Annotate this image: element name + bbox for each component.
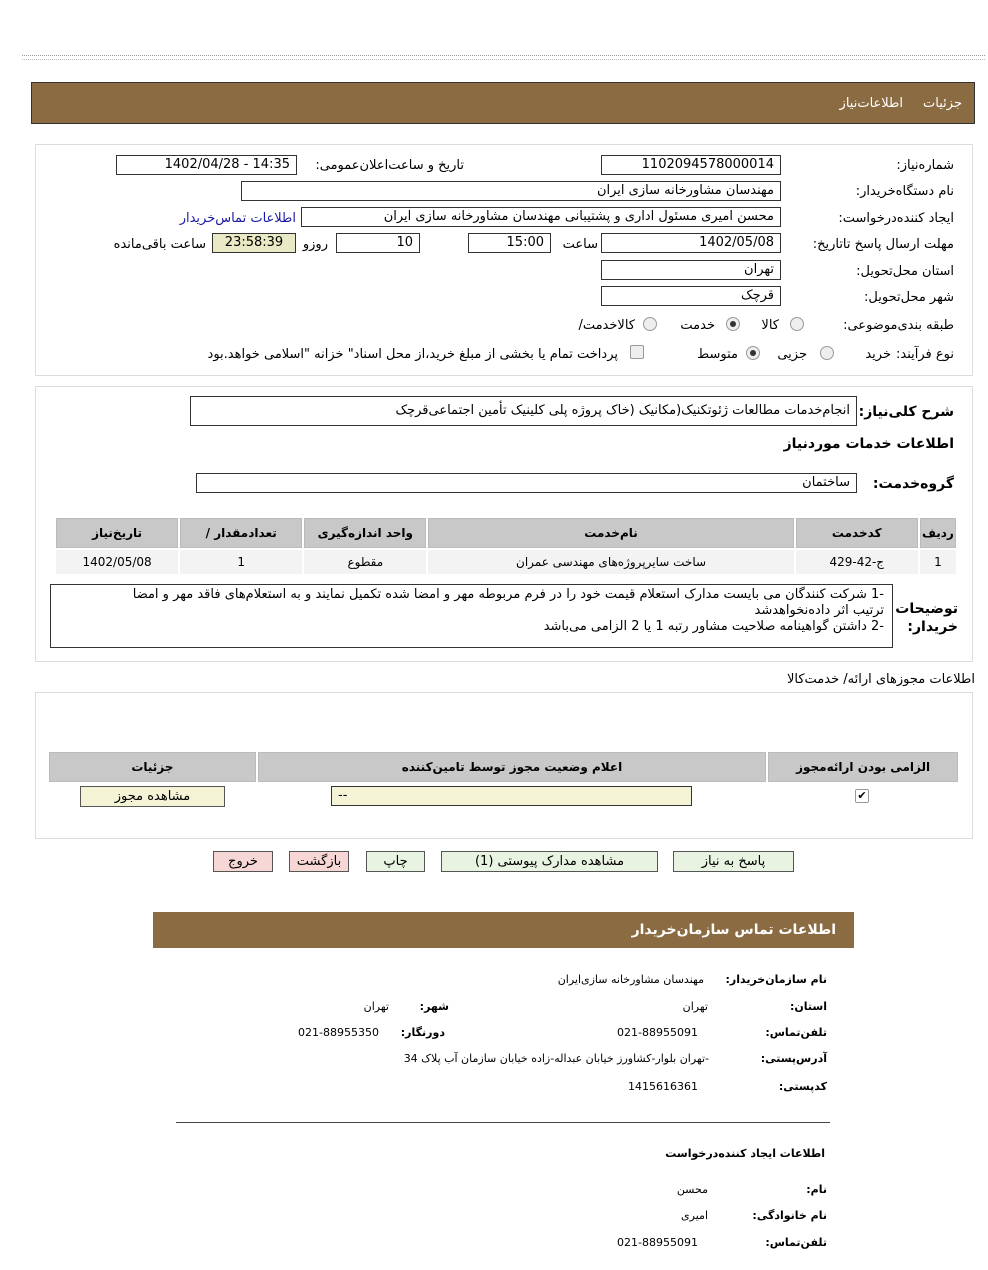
contact-city-label: شهر:: [419, 1000, 449, 1013]
cell-quantity: 1: [180, 550, 302, 574]
contact-province-value: تهران: [682, 1000, 708, 1013]
province-label: استان محل‌تحویل:: [856, 264, 954, 279]
buyer-note-line-1: -1 شرکت کنندگان می بایست مدارک استعلام قیمت خود را در فرم مربوطه مهر و امضا شده تکمیل نمایند و به استعلام‌های فاقد مهر و امضا: [132, 587, 884, 602]
need-info-panel: [35, 144, 973, 376]
col-quantity: تعداد‌مقدار /: [180, 518, 302, 548]
buyer-note-line-3: -2 داشتن گواهینامه صلاحیت مشاور رتبه 1 یا 2 الزامی می‌باشد: [543, 619, 884, 634]
remaining-label: ساعت باقی‌مانده: [113, 237, 206, 252]
cell-unit: مقطوع: [304, 550, 426, 574]
creator-label: ایجاد کننده‌درخواست:: [838, 211, 954, 226]
buyer-notes-label-1: توضیحات: [895, 601, 958, 617]
col-permit-required: الزامی بودن ارائه‌مجوز: [768, 752, 958, 782]
days-field: 10: [336, 233, 420, 253]
back-button[interactable]: بازگشت: [289, 851, 349, 872]
top-divider: [22, 55, 985, 60]
tab-need-info[interactable]: اطلاعات‌نیاز: [839, 96, 903, 111]
cell-row: 1: [920, 550, 956, 574]
need-number-label: شماره‌نیاز:: [896, 158, 954, 173]
contact-phone-value: 021-88955091: [617, 1026, 698, 1039]
print-button[interactable]: چاپ: [366, 851, 425, 872]
category-goods-label: کالا: [761, 318, 779, 333]
creator-name-value: محسن: [676, 1183, 708, 1196]
category-goods-service-label: کالا‌خدمت/: [578, 318, 635, 333]
category-service-label: خدمت: [680, 318, 715, 333]
deadline-date-field: 1402/05/08: [601, 233, 781, 253]
summary-label: شرح کلی‌نیاز:: [858, 404, 954, 420]
view-permit-button[interactable]: مشاهده مجوز: [80, 786, 225, 807]
process-partial-label: جزیی: [777, 347, 807, 362]
creator-phone-label: تلفن‌تماس:: [765, 1236, 827, 1249]
buyer-org-label: نام دستگاه‌خریدار:: [855, 184, 954, 199]
contact-org-value: مهندسان مشاورخانه سازی‌ایران: [557, 973, 704, 986]
buyer-notes-label-2: خریدار:: [907, 619, 958, 635]
contact-address-label: آدرس‌پستی:: [760, 1052, 827, 1065]
creator-heading: اطلاعات ایجاد کننده‌درخواست: [665, 1147, 825, 1160]
process-buy-label: خرید: [865, 347, 891, 362]
creator-name-label: نام:: [806, 1183, 827, 1196]
deadline-time-field: 15:00: [468, 233, 551, 253]
announce-field: 1402/04/28 - 14:35: [116, 155, 297, 175]
process-medium-label: متوسط: [697, 347, 738, 362]
col-row: ردیف: [920, 518, 956, 548]
permits-title: اطلاعات مجوزهای ارائه/ خدمت‌کالا: [786, 672, 975, 687]
process-medium-radio[interactable]: [746, 346, 760, 360]
contact-org-label: نام سازمان‌خریدار:: [725, 973, 827, 986]
contact-fax-label: دورنگار:: [400, 1026, 445, 1039]
treasury-payment-checkbox[interactable]: [630, 345, 644, 359]
deadline-label: مهلت ارسال پاسخ تا‌تاریخ:: [812, 237, 954, 252]
category-service-radio[interactable]: [726, 317, 740, 331]
category-goods-service-radio[interactable]: [643, 317, 657, 331]
page-header: [31, 82, 975, 124]
col-service-code: کدخدمت: [796, 518, 918, 548]
contact-province-label: استان:: [790, 1000, 827, 1013]
days-label: روزو: [302, 237, 328, 252]
permit-status-field: --: [331, 786, 692, 806]
col-permit-details: جزئیات: [49, 752, 256, 782]
view-attachments-button[interactable]: مشاهده مدارک پیوستی (1): [441, 851, 658, 872]
services-table: [54, 516, 958, 576]
contact-postal-value: 1415616361: [628, 1080, 698, 1093]
remaining-timer: 23:58:39: [212, 233, 296, 253]
contact-phone-label: تلفن‌تماس:: [765, 1026, 827, 1039]
tab-details[interactable]: جزئیات: [923, 96, 962, 111]
exit-button[interactable]: خروج: [213, 851, 273, 872]
need-number-field: 1102094578000014: [601, 155, 781, 175]
time-label: ساعت: [562, 237, 598, 252]
service-group-field: ساختمان: [196, 473, 857, 493]
col-need-date: تاریخ‌نیاز: [56, 518, 178, 548]
creator-family-label: نام خانوادگی:: [752, 1209, 827, 1222]
cell-service-name: ساخت سایرپروژه‌های مهندسی عمران: [428, 550, 793, 574]
contact-postal-label: کد‌پستی:: [778, 1080, 827, 1093]
reply-button[interactable]: پاسخ به نیاز: [673, 851, 794, 872]
buyer-notes-field: [50, 584, 893, 648]
announce-label: تاریخ و ساعت‌اعلان‌عمومی:: [315, 158, 464, 173]
province-field: تهران: [601, 260, 781, 280]
category-label: طبقه بندی‌موضوعی:: [843, 318, 954, 333]
services-heading: اطلاعات خدمات موردنیاز: [783, 436, 954, 452]
contact-header: [153, 912, 854, 948]
table-row: [56, 550, 956, 574]
contact-address-value: -تهران بلوار-کشاورز خیابان عبداله-زاده خیابان سازمان آب پلاک 34: [403, 1052, 709, 1065]
cell-need-date: 1402/05/08: [56, 550, 178, 574]
process-partial-radio[interactable]: [820, 346, 834, 360]
city-label: شهر محل‌تحویل:: [864, 290, 954, 305]
creator-phone-value: 021-88955091: [617, 1236, 698, 1249]
col-service-name: نام‌خدمت: [428, 518, 793, 548]
col-unit: واحد اندازه‌گیری: [304, 518, 426, 548]
category-goods-radio[interactable]: [790, 317, 804, 331]
col-permit-status: اعلام وضعیت مجوز توسط تامین‌کننده: [258, 752, 766, 782]
buyer-note-line-2: ترتیب اثر داده‌نخواهدشد: [754, 603, 884, 618]
creator-family-value: امیری: [681, 1209, 708, 1222]
cell-service-code: ج-42-429: [796, 550, 918, 574]
buyer-org-field: مهندسان مشاورخانه سازی ایران: [241, 181, 781, 201]
contact-city-value: تهران: [363, 1000, 389, 1013]
treasury-payment-note: پرداخت تمام یا بخشی از مبلغ خرید،از محل اسناد" خزانه "اسلامی خواهد.بود: [207, 347, 618, 362]
contact-title: اطلاعات تماس سازمان‌خریدار: [631, 922, 836, 938]
contact-divider: [176, 1122, 830, 1123]
city-field: قرچک: [601, 286, 781, 306]
buyer-contact-link[interactable]: اطلاعات تماس‌خریدار: [179, 211, 296, 226]
process-label: نوع فرآیند:: [896, 347, 954, 362]
summary-field: انجام‌خدمات مطالعات ژئوتکنیک(مکانیک (خاک پروژه پلی کلینیک تأمین اجتماعی‌قرچک: [190, 396, 857, 426]
permit-required-checkbox[interactable]: ✔: [855, 789, 869, 803]
creator-field: محسن امیری مسئول اداری و پشتیبانی مهندسان مشاورخانه سازی ایران: [301, 207, 781, 227]
contact-fax-value: 021-88955350: [298, 1026, 379, 1039]
service-group-label: گروه‌خدمت:: [872, 476, 954, 492]
